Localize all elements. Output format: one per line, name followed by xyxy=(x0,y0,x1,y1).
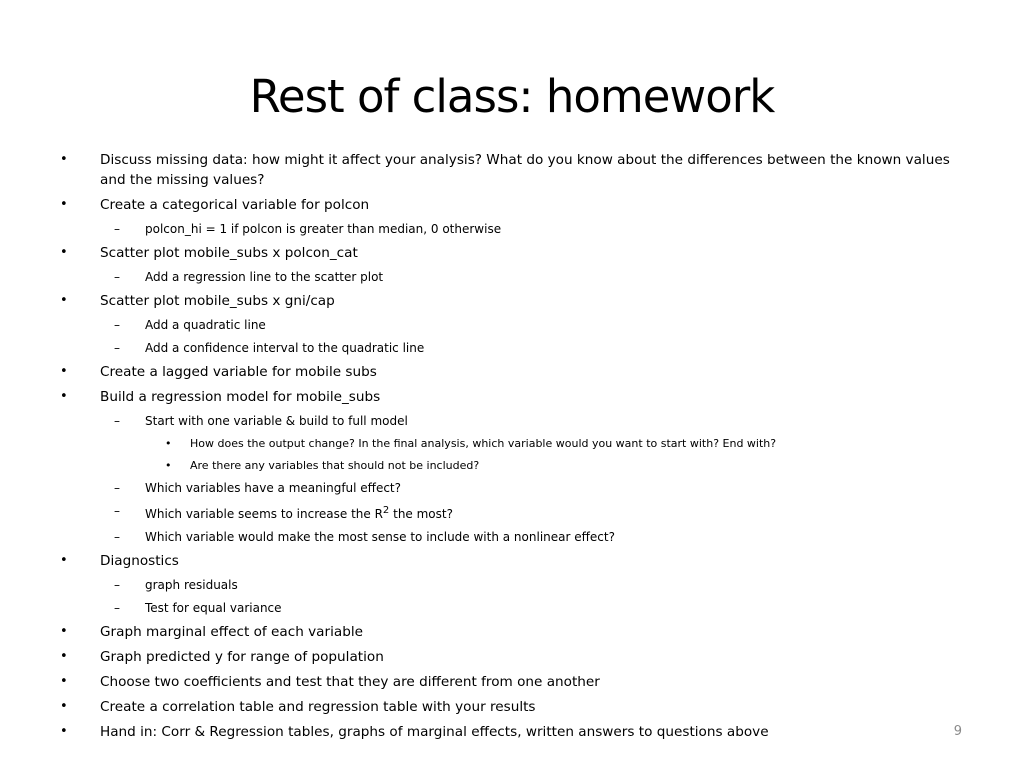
item-text-before: Which variable seems to increase the R xyxy=(145,507,383,521)
list-item xyxy=(0,647,1024,667)
bullet-marker: • xyxy=(60,624,68,639)
item-text: Create a lagged variable for mobile subs xyxy=(100,364,377,380)
dash-marker: – xyxy=(114,318,120,332)
item-text: Which variable would make the most sense to include with a nonlinear effect? xyxy=(145,530,615,544)
bullet-marker: • xyxy=(60,674,68,689)
list-item xyxy=(0,387,1024,407)
item-text: polcon_hi = 1 if polcon is greater than median, 0 otherwise xyxy=(145,222,502,236)
superscript: 2 xyxy=(382,505,390,516)
list-item xyxy=(0,362,1024,382)
list-item xyxy=(0,672,1024,692)
bullet-marker: • xyxy=(60,293,68,308)
item-text: Build a regression model for mobile_subs xyxy=(100,389,381,405)
list-item xyxy=(0,220,1024,238)
list-item xyxy=(0,195,1024,215)
list-item xyxy=(0,268,1024,286)
item-text: Graph marginal effect of each variable xyxy=(100,624,363,640)
list-item xyxy=(0,243,1024,263)
item-text: Test for equal variance xyxy=(145,601,282,615)
slide-title: Rest of class: homework xyxy=(249,70,775,123)
bullet-marker: • xyxy=(165,459,172,472)
bullet-list xyxy=(0,150,1024,747)
item-text: Create a correlation table and regression table with your results xyxy=(100,699,536,715)
bullet-marker: • xyxy=(60,197,68,212)
bullet-marker: • xyxy=(60,724,68,739)
item-text: Graph predicted y for range of population xyxy=(100,649,384,665)
dash-marker: – xyxy=(114,504,120,518)
item-text: Diagnostics xyxy=(100,553,179,569)
list-item xyxy=(0,339,1024,357)
list-item xyxy=(0,150,1024,190)
page-number: 9 xyxy=(953,724,962,739)
item-text: Are there any variables that should not be included? xyxy=(190,459,480,472)
list-item xyxy=(0,576,1024,594)
list-item xyxy=(0,479,1024,497)
item-text xyxy=(145,507,453,521)
list-item xyxy=(0,316,1024,334)
dash-marker: – xyxy=(114,341,120,355)
dash-marker: – xyxy=(114,414,120,428)
bullet-marker: • xyxy=(60,152,68,167)
item-text: Create a categorical variable for polcon xyxy=(100,197,370,213)
list-item xyxy=(0,412,1024,430)
bullet-marker: • xyxy=(60,553,68,568)
list-item xyxy=(0,551,1024,571)
list-item xyxy=(0,502,1024,523)
list-item xyxy=(0,528,1024,546)
item-text: Start with one variable & build to full model xyxy=(145,414,408,428)
list-item xyxy=(0,457,1024,474)
item-text: Scatter plot mobile_subs x gni/cap xyxy=(100,293,335,309)
list-item xyxy=(0,599,1024,617)
bullet-marker: • xyxy=(60,364,68,379)
dash-marker: – xyxy=(114,222,120,236)
item-text: Add a regression line to the scatter plot xyxy=(145,270,384,284)
item-text: Scatter plot mobile_subs x polcon_cat xyxy=(100,245,358,261)
bullet-marker: • xyxy=(60,245,68,260)
list-item xyxy=(0,435,1024,452)
bullet-marker: • xyxy=(60,389,68,404)
dash-marker: – xyxy=(114,481,120,495)
list-item xyxy=(0,622,1024,642)
item-text-after: the most? xyxy=(389,507,453,521)
dash-marker: – xyxy=(114,578,120,592)
item-text: Discuss missing data: how might it affect your analysis? What do you know about the differences between the known values and the missing values? xyxy=(100,152,950,188)
item-text: Hand in: Corr & Regression tables, graphs of marginal effects, written answers to questions above xyxy=(100,724,769,740)
item-text: graph residuals xyxy=(145,578,238,592)
bullet-marker: • xyxy=(165,437,172,450)
list-item xyxy=(0,697,1024,717)
bullet-marker: • xyxy=(60,699,68,714)
bullet-marker: • xyxy=(60,649,68,664)
list-item xyxy=(0,722,1024,742)
item-text: Add a quadratic line xyxy=(145,318,266,332)
item-text: How does the output change? In the final analysis, which variable would you want to start with? End with? xyxy=(190,437,777,450)
dash-marker: – xyxy=(114,270,120,284)
item-text: Which variables have a meaningful effect? xyxy=(145,481,401,495)
list-item xyxy=(0,291,1024,311)
dash-marker: – xyxy=(114,530,120,544)
item-text: Choose two coefficients and test that they are different from one another xyxy=(100,674,600,690)
dash-marker: – xyxy=(114,601,120,615)
item-text: Add a confidence interval to the quadratic line xyxy=(145,341,425,355)
